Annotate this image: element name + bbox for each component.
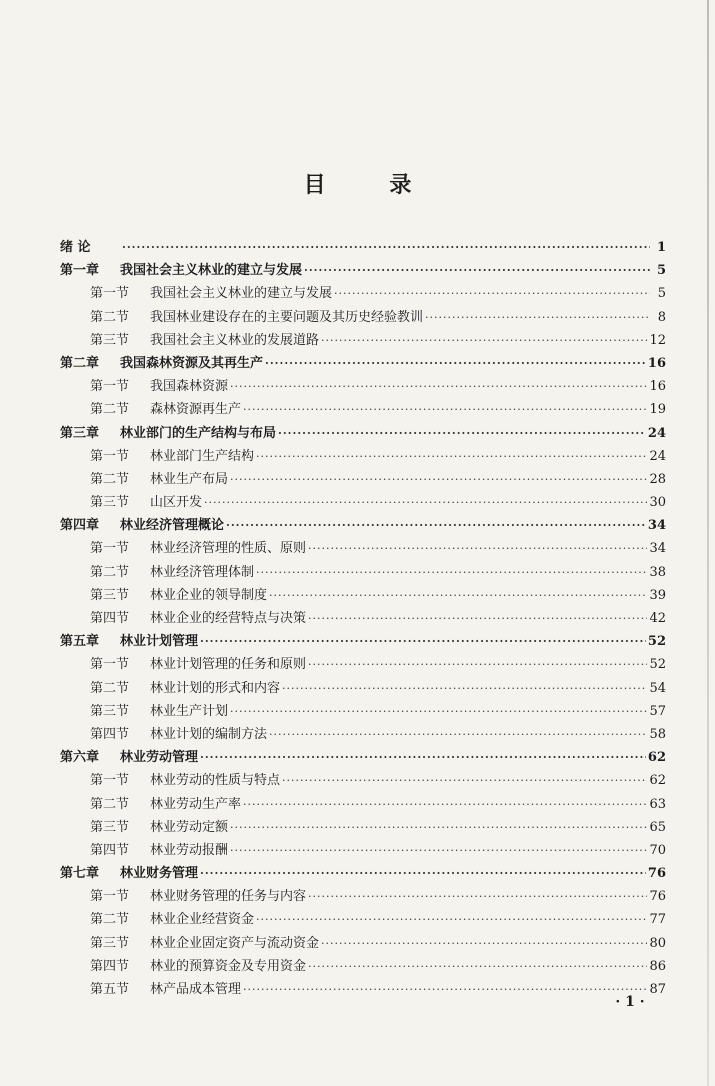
table-of-contents <box>60 236 666 1001</box>
toc-entry-page: 39 <box>649 587 666 603</box>
dot-leader <box>321 932 647 955</box>
toc-entry-title: 林业劳动生产率 <box>150 796 242 812</box>
toc-chapter-entry[interactable] <box>60 259 666 282</box>
toc-section-entry[interactable] <box>60 908 666 931</box>
toc-entry-title: 林业财务管理的任务与内容 <box>150 889 307 905</box>
toc-entry-page: 16 <box>649 379 666 395</box>
toc-entry-label: 第一节 <box>90 379 130 395</box>
toc-chapter-entry[interactable] <box>60 630 666 653</box>
dot-leader <box>204 491 647 514</box>
toc-entry-page: 24 <box>647 425 666 441</box>
toc-chapter-entry[interactable] <box>60 862 666 885</box>
toc-section-entry[interactable] <box>60 769 666 792</box>
toc-section-entry[interactable] <box>60 375 666 398</box>
toc-entry-page: 8 <box>657 309 666 325</box>
dot-leader <box>282 677 647 700</box>
toc-entry-title: 林业劳动的性质与特点 <box>150 773 281 789</box>
toc-entry-title: 林业经济管理的性质、原则 <box>150 541 307 557</box>
toc-entry-label: 第三节 <box>90 935 130 951</box>
toc-entry-page: 54 <box>649 680 666 696</box>
toc-section-entry[interactable] <box>60 537 666 560</box>
dot-leader <box>122 236 650 259</box>
toc-entry-page: 38 <box>649 564 666 580</box>
toc-section-entry[interactable] <box>60 607 666 630</box>
dot-leader <box>269 584 647 607</box>
page-title: 目 录 <box>303 172 440 198</box>
dot-leader <box>308 885 647 908</box>
toc-section-entry[interactable] <box>60 677 666 700</box>
toc-entry-page: 58 <box>649 726 666 742</box>
toc-entry-label: 第三节 <box>90 332 130 348</box>
toc-entry-title: 林业计划的形式和内容 <box>150 680 281 696</box>
toc-entry-page: 42 <box>649 611 666 626</box>
dot-leader <box>304 259 650 282</box>
dot-leader <box>308 653 647 676</box>
toc-entry-label: 第三节 <box>90 703 130 719</box>
toc-entry-label: 第二节 <box>90 796 130 812</box>
toc-entry-title: 我国森林资源 <box>150 379 229 395</box>
dot-leader <box>308 607 647 630</box>
toc-entry-label: 第四章 <box>60 518 100 534</box>
toc-section-entry[interactable] <box>60 445 666 468</box>
toc-entry-page: 76 <box>647 866 666 882</box>
toc-entry-page: 1 <box>656 240 666 255</box>
dot-leader <box>243 793 647 816</box>
toc-entry-label: 第三节 <box>90 495 130 511</box>
toc-entry-title: 林业企业的经营特点与决策 <box>150 611 307 626</box>
toc-entry-page: 65 <box>649 819 666 835</box>
toc-entry-page: 19 <box>649 402 666 418</box>
toc-entry-label: 第三章 <box>60 425 100 441</box>
toc-section-entry[interactable] <box>60 723 666 746</box>
dot-leader <box>200 862 646 885</box>
toc-section-entry[interactable] <box>60 885 666 908</box>
toc-entry-title: 我国社会主义林业的发展道路 <box>150 332 320 348</box>
toc-entry-title: 林业劳动定额 <box>150 819 229 835</box>
dot-leader <box>243 978 647 1001</box>
toc-entry-title: 林业企业经营资金 <box>150 912 255 928</box>
toc-entry-label: 第一节 <box>90 773 130 789</box>
dot-leader <box>321 329 647 352</box>
toc-entry-page: 34 <box>647 518 666 534</box>
toc-section-entry[interactable] <box>60 329 666 352</box>
toc-entry-label: 第一节 <box>90 889 130 905</box>
toc-chapter-entry[interactable] <box>60 514 666 537</box>
toc-entry-label: 第六章 <box>60 750 100 766</box>
toc-entry-title: 林业计划管理 <box>120 634 199 650</box>
toc-section-entry[interactable] <box>60 700 666 723</box>
toc-entry-page: 30 <box>649 495 666 511</box>
toc-entry-page: 5 <box>657 286 666 302</box>
toc-entry-title: 林业部门生产结构 <box>150 448 255 464</box>
toc-entry-label: 第一节 <box>90 541 130 557</box>
page-edge <box>707 0 709 1086</box>
toc-chapter-entry[interactable] <box>60 422 666 445</box>
toc-entry-page: 80 <box>649 935 666 951</box>
toc-section-entry[interactable] <box>60 584 666 607</box>
dot-leader <box>230 816 647 839</box>
toc-entry-title: 林业企业固定资产与流动资金 <box>150 935 320 951</box>
toc-entry-page: 70 <box>649 842 666 858</box>
toc-entry-label: 第四节 <box>90 842 130 858</box>
toc-entry-label: 第二节 <box>90 471 130 487</box>
toc-entry-page: 28 <box>649 471 666 487</box>
dot-leader <box>200 746 646 769</box>
toc-entry-title: 林业经济管理体制 <box>150 564 255 580</box>
toc-entry-title: 林业生产计划 <box>150 703 229 719</box>
toc-section-entry[interactable] <box>60 816 666 839</box>
dot-leader <box>230 839 647 862</box>
toc-entry-label: 第二节 <box>90 309 130 325</box>
dot-leader <box>256 561 647 584</box>
toc-entry-label: 第一节 <box>90 657 130 673</box>
toc-entry-page: 76 <box>649 889 666 905</box>
toc-entry-title: 林业企业的领导制度 <box>150 587 268 603</box>
toc-entry-page: 52 <box>647 634 666 650</box>
toc-entry-label: 第一节 <box>90 286 130 302</box>
toc-entry-title: 林业生产布局 <box>150 471 229 487</box>
toc-chapter-entry[interactable] <box>60 746 666 769</box>
dot-leader <box>269 723 647 746</box>
dot-leader <box>425 306 650 329</box>
toc-entry-label: 第三节 <box>90 819 130 835</box>
toc-entry-page: 12 <box>649 332 666 348</box>
toc-entry-page: 62 <box>649 773 666 789</box>
toc-entry-title: 我国社会主义林业的建立与发展 <box>120 263 303 279</box>
toc-entry-title: 我国社会主义林业的建立与发展 <box>150 286 333 302</box>
dot-leader <box>256 445 647 468</box>
dot-leader <box>243 398 647 421</box>
toc-entry-title: 林业计划管理的任务和原则 <box>150 657 307 673</box>
toc-entry-label: 第三节 <box>90 587 130 603</box>
toc-chapter-entry[interactable] <box>60 236 666 259</box>
dot-leader <box>308 955 647 978</box>
toc-entry-page: 34 <box>649 541 666 557</box>
toc-entry-title: 我国森林资源及其再生产 <box>120 355 264 371</box>
dot-leader <box>334 282 650 305</box>
toc-entry-label: 第四节 <box>90 611 130 626</box>
toc-section-entry[interactable] <box>60 653 666 676</box>
page-number: · 1 · <box>615 994 645 1010</box>
toc-entry-label: 第一章 <box>60 263 100 279</box>
toc-entry-page: 16 <box>647 355 666 371</box>
dot-leader <box>230 700 647 723</box>
toc-section-entry[interactable] <box>60 561 666 584</box>
toc-section-entry[interactable] <box>60 306 666 329</box>
dot-leader <box>282 769 647 792</box>
dot-leader <box>200 630 646 653</box>
toc-entry-label: 第四节 <box>90 958 130 974</box>
dot-leader <box>265 352 646 375</box>
toc-entry-title: 林业劳动管理 <box>120 750 199 766</box>
toc-entry-page: 52 <box>649 657 666 673</box>
toc-entry-title: 林业财务管理 <box>120 866 199 882</box>
toc-entry-page: 57 <box>649 703 666 719</box>
toc-section-entry[interactable] <box>60 932 666 955</box>
toc-entry-label: 第七章 <box>60 866 100 882</box>
toc-entry-title: 林业的预算资金及专用资金 <box>150 958 307 974</box>
toc-section-entry[interactable] <box>60 839 666 862</box>
toc-entry-title: 林业计划的编制方法 <box>150 726 268 742</box>
dot-leader <box>278 422 646 445</box>
toc-entry-label: 第二节 <box>90 680 130 696</box>
toc-entry-page: 24 <box>649 448 666 464</box>
toc-section-entry[interactable] <box>60 468 666 491</box>
toc-entry-page: 5 <box>656 263 666 279</box>
toc-entry-title: 林业经济管理概论 <box>120 518 225 534</box>
toc-chapter-entry[interactable] <box>60 352 666 375</box>
toc-section-entry[interactable] <box>60 955 666 978</box>
dot-leader <box>226 514 646 537</box>
toc-entry-label: 第二章 <box>60 355 100 371</box>
toc-entry-title: 我国林业建设存在的主要问题及其历史经验教训 <box>150 309 424 325</box>
dot-leader <box>308 537 647 560</box>
toc-entry-title: 森林资源再生产 <box>150 402 242 418</box>
toc-section-entry[interactable] <box>60 282 666 305</box>
toc-entry-page: 63 <box>649 796 666 812</box>
toc-entry-page: 87 <box>649 982 666 997</box>
toc-entry-page: 62 <box>647 750 666 766</box>
toc-entry-label: 第五节 <box>90 982 130 997</box>
toc-entry-title: 山区开发 <box>150 495 203 511</box>
toc-entry-label: 第四节 <box>90 726 130 742</box>
toc-entry-page: 77 <box>649 912 666 928</box>
toc-section-entry[interactable] <box>60 793 666 816</box>
toc-entry-label: 绪 论 <box>60 240 91 255</box>
dot-leader <box>256 908 647 931</box>
toc-entry-label: 第五章 <box>60 634 100 650</box>
toc-entry-label: 第二节 <box>90 402 130 418</box>
toc-section-entry[interactable] <box>60 491 666 514</box>
dot-leader <box>230 375 647 398</box>
toc-section-entry[interactable] <box>60 978 666 1001</box>
toc-entry-title: 林业劳动报酬 <box>150 842 229 858</box>
dot-leader <box>230 468 647 491</box>
toc-entry-page: 86 <box>649 958 666 974</box>
toc-entry-label: 第一节 <box>90 448 130 464</box>
toc-entry-title: 林产品成本管理 <box>150 982 242 997</box>
toc-entry-title: 林业部门的生产结构与布局 <box>120 425 277 441</box>
toc-entry-label: 第二节 <box>90 564 130 580</box>
toc-section-entry[interactable] <box>60 398 666 421</box>
toc-entry-label: 第二节 <box>90 912 130 928</box>
